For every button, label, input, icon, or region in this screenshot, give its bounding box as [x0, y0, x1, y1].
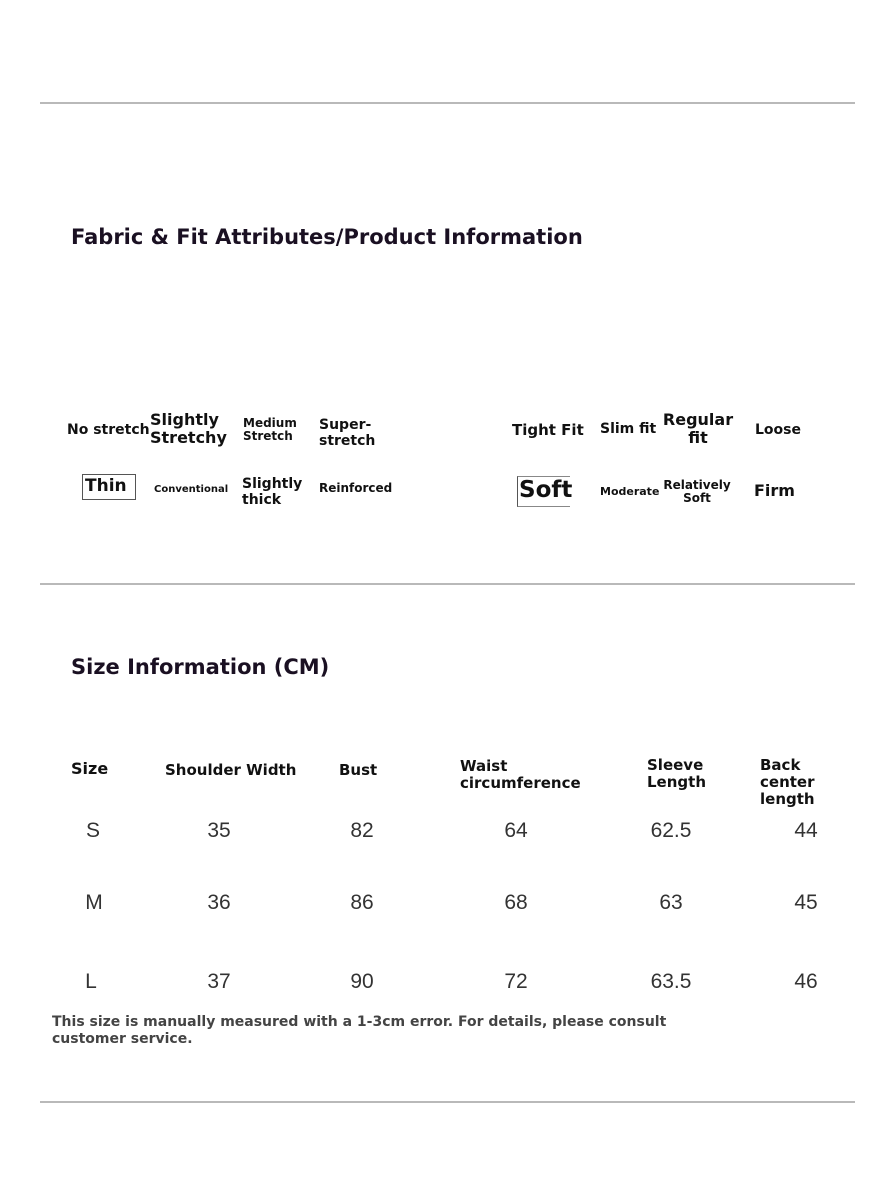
cell-size-l: L [85, 970, 97, 993]
cell-back-l: 46 [794, 970, 818, 993]
header-shoulder-width: Shoulder Width [165, 761, 297, 779]
fit-loose: Loose [755, 422, 801, 438]
thickness-slightly-thick: Slightly thick [242, 476, 303, 508]
middle-divider [40, 583, 855, 585]
cell-shoulder-m: 36 [207, 891, 231, 914]
cell-waist-l: 72 [504, 970, 528, 993]
header-waist: Waist circumference [460, 757, 581, 792]
cell-size-m: M [85, 891, 103, 914]
softness-moderate: Moderate [600, 485, 660, 498]
cell-sleeve-s: 62.5 [650, 819, 692, 842]
cell-shoulder-l: 37 [207, 970, 231, 993]
bottom-divider [40, 1101, 855, 1103]
cell-waist-s: 64 [504, 819, 528, 842]
top-divider [40, 102, 855, 104]
softness-soft-selected: Soft [517, 476, 570, 507]
cell-shoulder-s: 35 [207, 819, 231, 842]
stretch-no-stretch: No stretch [67, 422, 150, 438]
cell-back-m: 45 [794, 891, 818, 914]
fit-regular-fit: Regular fit [662, 410, 734, 447]
stretch-medium-stretch: Medium Stretch [243, 416, 297, 444]
measurement-note: This size is manually measured with a 1-3cm error. For details, please consult customer service. [52, 1014, 667, 1047]
header-back-center-length: Back center length [760, 756, 815, 808]
thickness-conventional: Conventional [154, 484, 229, 495]
cell-size-s: S [85, 819, 100, 842]
softness-relatively-soft: Relatively Soft [663, 478, 731, 506]
thickness-thin-selected: Thin [82, 474, 136, 500]
fit-slim-fit: Slim fit [600, 421, 657, 437]
size-info-title: Size Information (CM) [71, 655, 330, 679]
stretch-slightly-stretchy: Slightly Stretchy [150, 410, 227, 447]
cell-bust-m: 86 [350, 891, 374, 914]
softness-firm: Firm [754, 481, 795, 500]
thickness-reinforced: Reinforced [319, 481, 393, 495]
header-sleeve-length: Sleeve Length [647, 756, 706, 791]
fabric-fit-title: Fabric & Fit Attributes/Product Information [71, 225, 583, 249]
cell-sleeve-m: 63 [659, 891, 683, 914]
cell-bust-s: 82 [350, 819, 374, 842]
fit-tight-fit: Tight Fit [512, 421, 584, 439]
header-size: Size [71, 759, 109, 778]
cell-back-s: 44 [794, 819, 818, 842]
cell-sleeve-l: 63.5 [650, 970, 692, 993]
cell-waist-m: 68 [504, 891, 528, 914]
cell-bust-l: 90 [350, 970, 374, 993]
stretch-super-stretch: Super-stretch [319, 417, 376, 449]
header-bust: Bust [339, 761, 378, 779]
